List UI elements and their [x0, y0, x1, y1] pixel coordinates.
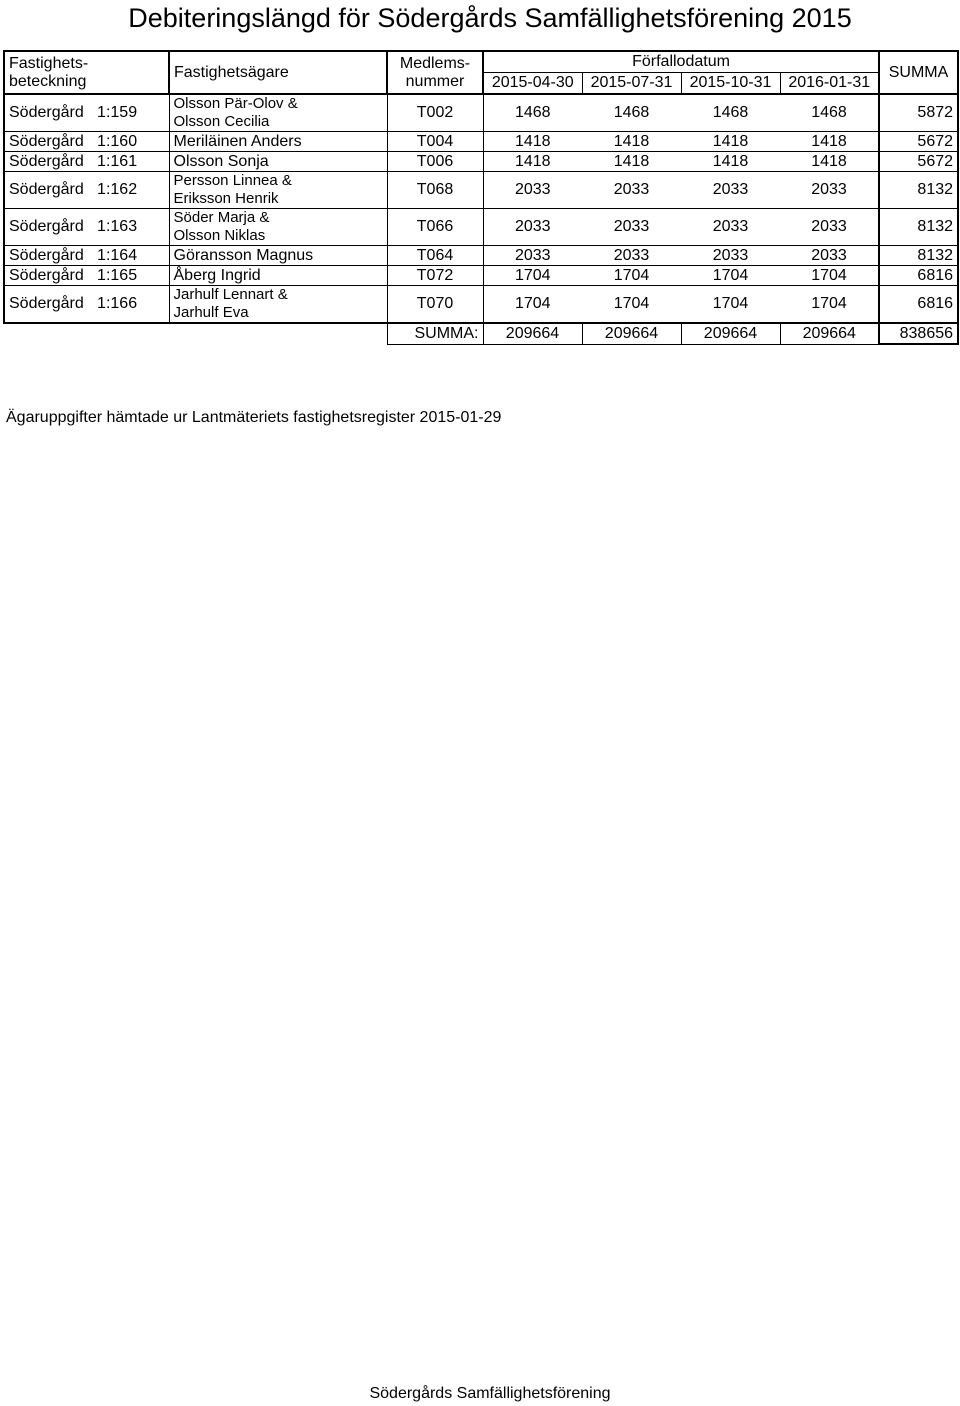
- property-cell: Södergård 1:166: [4, 286, 169, 324]
- owner-cell: [169, 94, 387, 132]
- amount-cell: 2033: [780, 209, 879, 246]
- amount-cell: 1704: [483, 266, 582, 286]
- page-footer: Södergårds Samfällighetsförening: [369, 1385, 611, 1402]
- owner-name: Olsson Sonja: [173, 152, 269, 170]
- member-number-cell: T004: [387, 132, 483, 152]
- page-title: Debiteringslängd för Södergårds Samfällighetsförening 2015: [128, 3, 852, 33]
- source-note: Ägaruppgifter hämtade ur Lantmäteriets fastighetsregister 2015-01-29: [6, 409, 502, 426]
- owner-name: Olsson Niklas: [173, 227, 266, 244]
- amount-cell: 2033: [582, 209, 681, 246]
- amount-cell: 2033: [681, 172, 780, 209]
- amount-cell: 1704: [681, 266, 780, 286]
- property-cell: Södergård 1:161: [4, 152, 169, 172]
- row-sum-cell: 5872: [879, 94, 958, 132]
- header-owner: Fastighetsägare: [169, 51, 387, 94]
- totals-label: SUMMA:: [387, 323, 483, 344]
- amount-cell: 1418: [681, 132, 780, 152]
- header-property: Fastighets- beteckning: [4, 51, 169, 94]
- grand-total-cell: 838656: [879, 323, 958, 344]
- owner-cell: [169, 132, 387, 152]
- amount-cell: 2033: [483, 209, 582, 246]
- property-cell: Södergård 1:160: [4, 132, 169, 152]
- total-amount-cell: 209664: [483, 323, 582, 344]
- row-sum-cell: 8132: [879, 209, 958, 246]
- header-due-date: Förfallodatum: [483, 51, 879, 73]
- amount-cell: 2033: [483, 172, 582, 209]
- owner-name: Persson Linnea &: [173, 172, 292, 189]
- table-row: [4, 172, 958, 209]
- amount-cell: 2033: [681, 209, 780, 246]
- table-row: [4, 94, 958, 132]
- header-date-1: 2015-04-30: [483, 73, 582, 95]
- owner-name: Jarhulf Lennart &: [173, 286, 288, 303]
- owner-name: Eriksson Henrik: [173, 190, 279, 207]
- amount-cell: 2033: [780, 172, 879, 209]
- header-sum: SUMMA: [879, 51, 958, 94]
- row-sum-cell: 8132: [879, 246, 958, 266]
- total-amount-cell: 209664: [780, 323, 879, 344]
- billing-table: [3, 50, 959, 345]
- header-date-3: 2015-10-31: [681, 73, 780, 95]
- amount-cell: 2033: [681, 246, 780, 266]
- header-member: Medlems- nummer: [387, 51, 483, 94]
- amount-cell: 1704: [582, 286, 681, 324]
- amount-cell: 1468: [483, 94, 582, 132]
- table-row: [4, 246, 958, 266]
- amount-cell: 1468: [681, 94, 780, 132]
- member-number-cell: T068: [387, 172, 483, 209]
- member-number-cell: T006: [387, 152, 483, 172]
- row-sum-cell: 6816: [879, 266, 958, 286]
- total-amount-cell: 209664: [681, 323, 780, 344]
- amount-cell: 1418: [483, 132, 582, 152]
- amount-cell: 1418: [582, 152, 681, 172]
- table-row: [4, 132, 958, 152]
- amount-cell: 2033: [582, 172, 681, 209]
- property-cell: Södergård 1:159: [4, 94, 169, 132]
- header-date-4: 2016-01-31: [780, 73, 879, 95]
- owner-name: Olsson Pär-Olov &: [173, 95, 298, 112]
- property-cell: Södergård 1:164: [4, 246, 169, 266]
- member-number-cell: T002: [387, 94, 483, 132]
- total-amount-cell: 209664: [582, 323, 681, 344]
- row-sum-cell: 8132: [879, 172, 958, 209]
- member-number-cell: T064: [387, 246, 483, 266]
- owner-cell: [169, 152, 387, 172]
- owner-cell: [169, 209, 387, 246]
- owner-name: Jarhulf Eva: [173, 304, 249, 321]
- owner-name: Göransson Magnus: [173, 246, 314, 264]
- amount-cell: 1704: [780, 286, 879, 324]
- owner-cell: [169, 286, 387, 324]
- member-number-cell: T066: [387, 209, 483, 246]
- amount-cell: 1704: [483, 286, 582, 324]
- amount-cell: 1418: [483, 152, 582, 172]
- owner-name: Åberg Ingrid: [173, 266, 261, 284]
- amount-cell: 2033: [582, 246, 681, 266]
- owner-name: Söder Marja &: [173, 209, 270, 226]
- amount-cell: 2033: [483, 246, 582, 266]
- property-cell: Södergård 1:165: [4, 266, 169, 286]
- property-cell: Södergård 1:162: [4, 172, 169, 209]
- property-cell: Södergård 1:163: [4, 209, 169, 246]
- row-sum-cell: 5672: [879, 132, 958, 152]
- table-row: [4, 266, 958, 286]
- owner-cell: [169, 246, 387, 266]
- table-row: [4, 286, 958, 324]
- amount-cell: 1704: [582, 266, 681, 286]
- row-sum-cell: 5672: [879, 152, 958, 172]
- amount-cell: 1468: [780, 94, 879, 132]
- member-number-cell: T072: [387, 266, 483, 286]
- amount-cell: 2033: [780, 246, 879, 266]
- amount-cell: 1704: [780, 266, 879, 286]
- owner-cell: [169, 266, 387, 286]
- table-row: [4, 152, 958, 172]
- row-sum-cell: 6816: [879, 286, 958, 324]
- amount-cell: 1468: [582, 94, 681, 132]
- amount-cell: 1418: [681, 152, 780, 172]
- amount-cell: 1418: [582, 132, 681, 152]
- amount-cell: 1418: [780, 132, 879, 152]
- header-date-2: 2015-07-31: [582, 73, 681, 95]
- amount-cell: 1704: [681, 286, 780, 324]
- amount-cell: 1418: [780, 152, 879, 172]
- member-number-cell: T070: [387, 286, 483, 324]
- owner-cell: [169, 172, 387, 209]
- table-row: [4, 209, 958, 246]
- owner-name: Olsson Cecilia: [173, 113, 270, 130]
- owner-name: Meriläinen Anders: [173, 132, 302, 150]
